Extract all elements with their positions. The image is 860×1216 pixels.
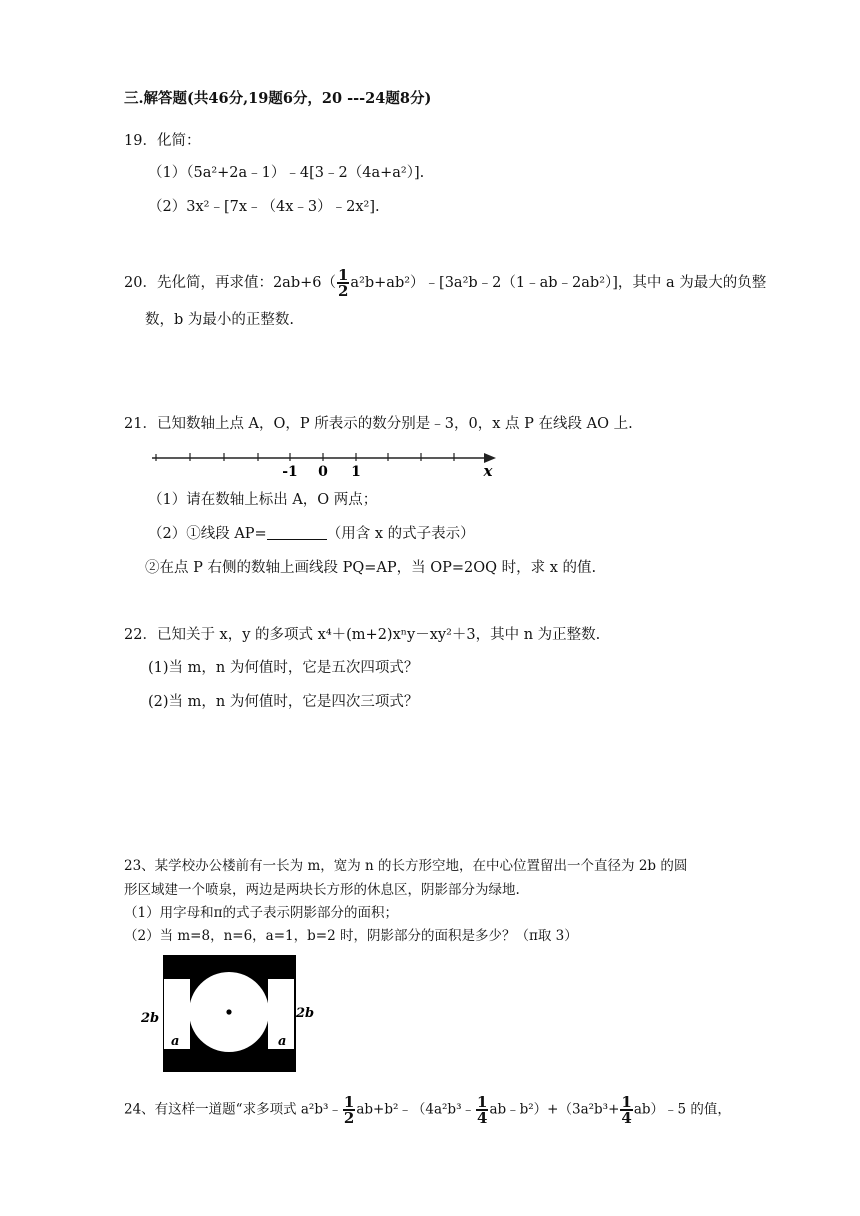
fraction-denominator: 2 [337, 282, 349, 300]
q23-part1: （1）用字母和π的式子表示阴影部分的面积； [124, 905, 398, 921]
fraction-numerator: 1 [337, 266, 349, 284]
q19-stem: 19．化简： [124, 133, 201, 149]
fraction-numerator: 1 [477, 1093, 488, 1111]
right-width-label: a [278, 1034, 287, 1049]
q20-line1 [124, 268, 766, 298]
q22-part2: (2)当 m，n 为何值时，它是四次三项式？ [148, 694, 419, 710]
number-line [148, 448, 500, 480]
q24-fraction-half [343, 1095, 355, 1125]
q19-part2: （2）3x²﹣[7x﹣（4x﹣3）﹣2x²]. [148, 199, 380, 215]
number-line-ticks [156, 453, 454, 461]
axis-label-neg1: -1 [282, 464, 298, 480]
q20-line2: 数，b 为最小的正整数. [145, 312, 294, 328]
q24-text-1: 24、有这样一道题“求多项式 a²b³﹣ [124, 1101, 342, 1118]
q22-stem: 22．已知关于 x，y 的多项式 x⁴＋(m+2)xⁿy－xy²＋3，其中 n 为正整数. [124, 627, 601, 643]
q23-line1: 23、某学校办公楼前有一长为 m，宽为 n 的长方形空地，在中心位置留出一个直径为 2b 的圆 [124, 858, 688, 874]
q21-part1: （1）请在数轴上标出 A，O 两点； [148, 492, 378, 508]
q21-part2 [148, 524, 475, 544]
q24-fraction-quarter-2 [620, 1095, 632, 1125]
axis-label-x: x [483, 462, 493, 480]
fraction-denominator: 4 [621, 1109, 632, 1127]
q21-part2-text-b: （用含 x 的式子表示） [326, 526, 475, 542]
q22-part1: (1)当 m，n 为何值时，它是五次四项式？ [148, 660, 419, 676]
q24-text-2: ab+b²﹣（4a²b³﹣ [356, 1101, 475, 1118]
left-width-label: a [171, 1034, 180, 1049]
q24-line1 [124, 1095, 731, 1125]
q23-part2: （2）当 m=8，n=6，a=1，b=2 时，阴影部分的面积是多少？（π取 3） [124, 928, 578, 944]
fraction-numerator: 1 [343, 1093, 355, 1111]
right-height-label: 2b [296, 1006, 315, 1021]
q19-part1: （1）（5a²+2a﹣1）﹣4[3﹣2（4a+a²）]. [148, 165, 425, 181]
fraction-numerator: 1 [621, 1093, 632, 1111]
q21-part2-text-a: （2）①线段 AP= [148, 526, 267, 542]
q23-line2: 形区域建一个喷泉，两边是两块长方形的休息区，阴影部分为绿地. [124, 882, 520, 898]
q20-fraction-half [337, 268, 349, 298]
q24-fraction-quarter-1 [476, 1095, 488, 1125]
answer-blank [267, 525, 327, 540]
axis-label-one: 1 [351, 464, 361, 480]
q21-stem: 21．已知数轴上点 A，O，P 所表示的数分别是﹣3，0，x 点 P 在线段 AO 上. [124, 416, 633, 432]
fraction-denominator: 4 [477, 1109, 488, 1127]
circle-center-dot [226, 1009, 231, 1014]
q24-text-3: ab﹣b²）+（3a²b³+ [489, 1101, 620, 1118]
q20-text-b: a²b+ab²）﹣[3a²b﹣2（1﹣ab﹣2ab²）]，其中 a 为最大的负整 [350, 275, 767, 291]
section-heading: 三.解答题(共46分,19题6分，20 ---24题8分) [124, 90, 432, 107]
fraction-denominator: 2 [343, 1109, 355, 1127]
q20-text-a: 20．先化简，再求值：2ab+6（ [124, 275, 336, 291]
left-height-label: 2b [141, 1011, 160, 1026]
axis-label-zero: 0 [318, 464, 328, 480]
q24-text-4: ab）﹣5 的值， [633, 1101, 731, 1118]
fountain-figure [138, 953, 318, 1075]
q21-part3: ②在点 P 右侧的数轴上画线段 PQ=AP，当 OP=2OQ 时，求 x 的值. [145, 560, 597, 576]
